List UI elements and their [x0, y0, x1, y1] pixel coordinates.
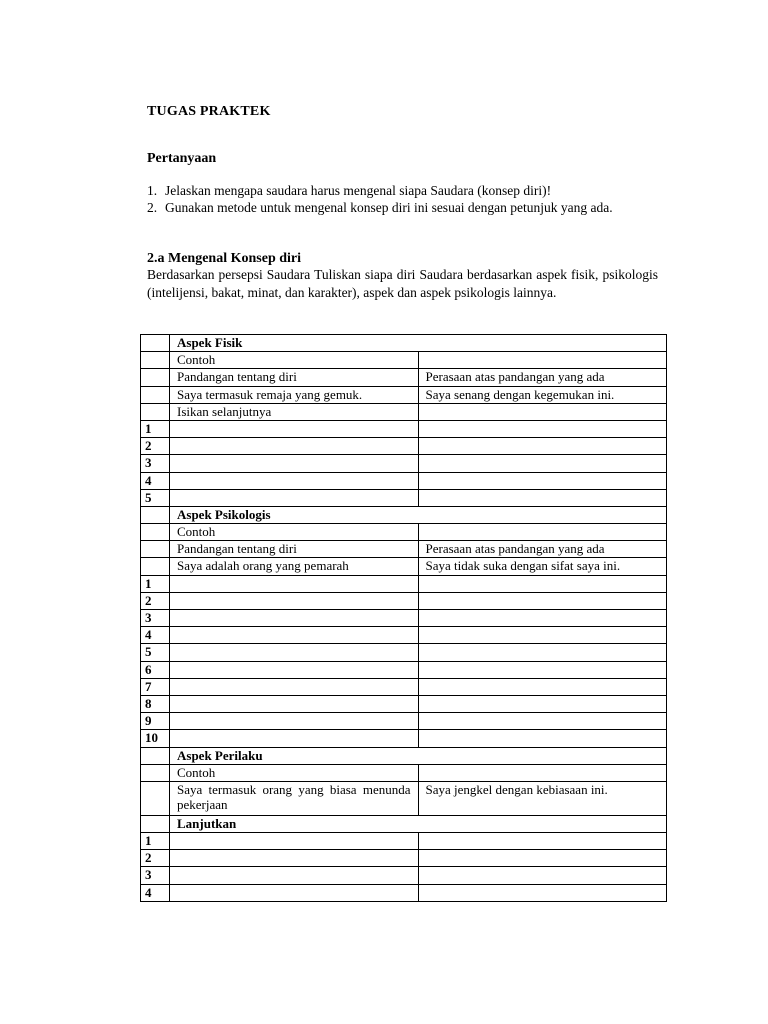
- row-number-cell: [141, 352, 170, 369]
- answer-row: [141, 472, 667, 489]
- left-cell: Contoh: [170, 764, 419, 781]
- answer-row: [141, 627, 667, 644]
- answer-cell-pandangan[interactable]: [170, 438, 419, 455]
- answer-cell-pandangan[interactable]: [170, 644, 419, 661]
- question-item: [147, 200, 658, 217]
- answer-cell-perasaan[interactable]: [418, 695, 667, 712]
- row-number-cell: 4: [141, 884, 170, 901]
- answer-row: [141, 833, 667, 850]
- answer-cell-perasaan[interactable]: [418, 850, 667, 867]
- answer-cell-perasaan[interactable]: [418, 610, 667, 627]
- answer-row: [141, 575, 667, 592]
- answer-row: [141, 610, 667, 627]
- answer-cell-pandangan[interactable]: [170, 610, 419, 627]
- answer-cell-perasaan[interactable]: [418, 420, 667, 437]
- answer-row: [141, 592, 667, 609]
- left-cell: Saya termasuk orang yang biasa menunda pekerjaan: [170, 781, 419, 815]
- row-number-cell: 6: [141, 661, 170, 678]
- section-header-cell: Aspek Perilaku: [170, 747, 667, 764]
- row-number-cell: 4: [141, 627, 170, 644]
- row-number-cell: [141, 747, 170, 764]
- answer-cell-pandangan[interactable]: [170, 661, 419, 678]
- answer-cell-pandangan[interactable]: [170, 833, 419, 850]
- answer-cell-pandangan[interactable]: [170, 678, 419, 695]
- answer-row: [141, 850, 667, 867]
- left-cell: Contoh: [170, 352, 419, 369]
- answer-cell-pandangan[interactable]: [170, 592, 419, 609]
- answer-cell-perasaan[interactable]: [418, 438, 667, 455]
- right-cell: [418, 403, 667, 420]
- section-title: 2.a Mengenal Konsep diri: [147, 251, 302, 266]
- answer-cell-perasaan[interactable]: [418, 884, 667, 901]
- answer-row: [141, 713, 667, 730]
- contoh-row: [141, 352, 667, 369]
- section-header-row: [141, 506, 667, 523]
- row-number-cell: 2: [141, 438, 170, 455]
- answer-cell-perasaan[interactable]: [418, 592, 667, 609]
- answer-row: [141, 695, 667, 712]
- example-row: [141, 781, 667, 815]
- left-cell: Pandangan tentang diri: [170, 541, 419, 558]
- row-number-cell: 1: [141, 833, 170, 850]
- row-number-cell: 2: [141, 592, 170, 609]
- section-header-row: [141, 335, 667, 352]
- row-number-cell: [141, 815, 170, 832]
- answer-row: [141, 644, 667, 661]
- row-number-cell: 9: [141, 713, 170, 730]
- example-row: [141, 386, 667, 403]
- question-list: [147, 183, 658, 216]
- answer-row: [141, 455, 667, 472]
- right-cell: Saya tidak suka dengan sifat saya ini.: [418, 558, 667, 575]
- table-body: [141, 335, 667, 902]
- question-number: 2.: [147, 199, 158, 215]
- row-number-cell: [141, 403, 170, 420]
- answer-cell-perasaan[interactable]: [418, 644, 667, 661]
- answer-cell-perasaan[interactable]: [418, 833, 667, 850]
- answer-cell-pandangan[interactable]: [170, 730, 419, 747]
- answer-cell-pandangan[interactable]: [170, 575, 419, 592]
- section-header-row: [141, 815, 667, 832]
- answer-cell-perasaan[interactable]: [418, 730, 667, 747]
- instruction-row: [141, 403, 667, 420]
- section-header-cell: Aspek Psikologis: [170, 506, 667, 523]
- row-number-cell: [141, 558, 170, 575]
- row-number-cell: 5: [141, 644, 170, 661]
- answer-cell-pandangan[interactable]: [170, 420, 419, 437]
- row-number-cell: 10: [141, 730, 170, 747]
- answer-row: [141, 730, 667, 747]
- answer-row: [141, 489, 667, 506]
- answer-cell-pandangan[interactable]: [170, 695, 419, 712]
- row-number-cell: 8: [141, 695, 170, 712]
- left-cell: Isikan selanjutnya: [170, 403, 419, 420]
- question-text: Jelaskan mengapa saudara harus mengenal siapa Saudara (konsep diri)!: [165, 183, 552, 198]
- right-cell: Perasaan atas pandangan yang ada: [418, 541, 667, 558]
- answer-cell-perasaan[interactable]: [418, 867, 667, 884]
- example-row: [141, 558, 667, 575]
- row-number-cell: 3: [141, 455, 170, 472]
- left-cell: Saya termasuk remaja yang gemuk.: [170, 386, 419, 403]
- answer-cell-perasaan[interactable]: [418, 713, 667, 730]
- row-number-cell: [141, 781, 170, 815]
- row-number-cell: 5: [141, 489, 170, 506]
- answer-row: [141, 661, 667, 678]
- column-header-row: [141, 369, 667, 386]
- answer-cell-pandangan[interactable]: [170, 850, 419, 867]
- answer-cell-perasaan[interactable]: [418, 489, 667, 506]
- answer-cell-perasaan[interactable]: [418, 472, 667, 489]
- answer-row: [141, 678, 667, 695]
- answer-row: [141, 420, 667, 437]
- self-concept-table: [140, 334, 667, 902]
- section-header-cell: Lanjutkan: [170, 815, 667, 832]
- right-cell: Saya senang dengan kegemukan ini.: [418, 386, 667, 403]
- section-instructions: Berdasarkan persepsi Saudara Tuliskan siapa diri Saudara berdasarkan aspek fisik, psikologis (intelijensi, bakat, minat, dan karakter), aspek dan aspek psikologis lainnya.: [147, 267, 658, 300]
- left-cell: Pandangan tentang diri: [170, 369, 419, 386]
- question-number: 1.: [147, 183, 158, 198]
- row-number-cell: [141, 764, 170, 781]
- question-item: [147, 183, 658, 200]
- section-header-cell: Aspek Fisik: [170, 335, 667, 352]
- row-number-cell: [141, 369, 170, 386]
- right-cell: Saya jengkel dengan kebiasaan ini.: [418, 781, 667, 815]
- answer-cell-pandangan[interactable]: [170, 867, 419, 884]
- row-number-cell: 2: [141, 850, 170, 867]
- questions-heading: Pertanyaan: [147, 151, 217, 166]
- row-number-cell: [141, 335, 170, 352]
- row-number-cell: 1: [141, 420, 170, 437]
- document-title: TUGAS PRAKTEK: [147, 104, 271, 119]
- answer-cell-perasaan[interactable]: [418, 455, 667, 472]
- row-number-cell: [141, 541, 170, 558]
- left-cell: Saya adalah orang yang pemarah: [170, 558, 419, 575]
- answer-cell-pandangan[interactable]: [170, 455, 419, 472]
- answer-cell-perasaan[interactable]: [418, 627, 667, 644]
- answer-row: [141, 867, 667, 884]
- right-cell: [418, 764, 667, 781]
- right-cell: Perasaan atas pandangan yang ada: [418, 369, 667, 386]
- right-cell: [418, 524, 667, 541]
- column-header-row: [141, 541, 667, 558]
- answer-cell-perasaan[interactable]: [418, 661, 667, 678]
- contoh-row: [141, 764, 667, 781]
- answer-row: [141, 438, 667, 455]
- answer-row: [141, 884, 667, 901]
- answer-cell-pandangan[interactable]: [170, 472, 419, 489]
- contoh-row: [141, 524, 667, 541]
- question-text: Gunakan metode untuk mengenal konsep diri ini sesuai dengan petunjuk yang ada.: [165, 199, 613, 215]
- right-cell: [418, 352, 667, 369]
- answer-cell-perasaan[interactable]: [418, 678, 667, 695]
- row-number-cell: 3: [141, 610, 170, 627]
- answer-cell-pandangan[interactable]: [170, 713, 419, 730]
- row-number-cell: [141, 524, 170, 541]
- answer-cell-pandangan[interactable]: [170, 627, 419, 644]
- answer-cell-pandangan[interactable]: [170, 884, 419, 901]
- row-number-cell: 4: [141, 472, 170, 489]
- row-number-cell: 1: [141, 575, 170, 592]
- row-number-cell: [141, 386, 170, 403]
- section-header-row: [141, 747, 667, 764]
- row-number-cell: 7: [141, 678, 170, 695]
- answer-cell-pandangan[interactable]: [170, 489, 419, 506]
- answer-cell-perasaan[interactable]: [418, 575, 667, 592]
- row-number-cell: 3: [141, 867, 170, 884]
- row-number-cell: [141, 506, 170, 523]
- left-cell: Contoh: [170, 524, 419, 541]
